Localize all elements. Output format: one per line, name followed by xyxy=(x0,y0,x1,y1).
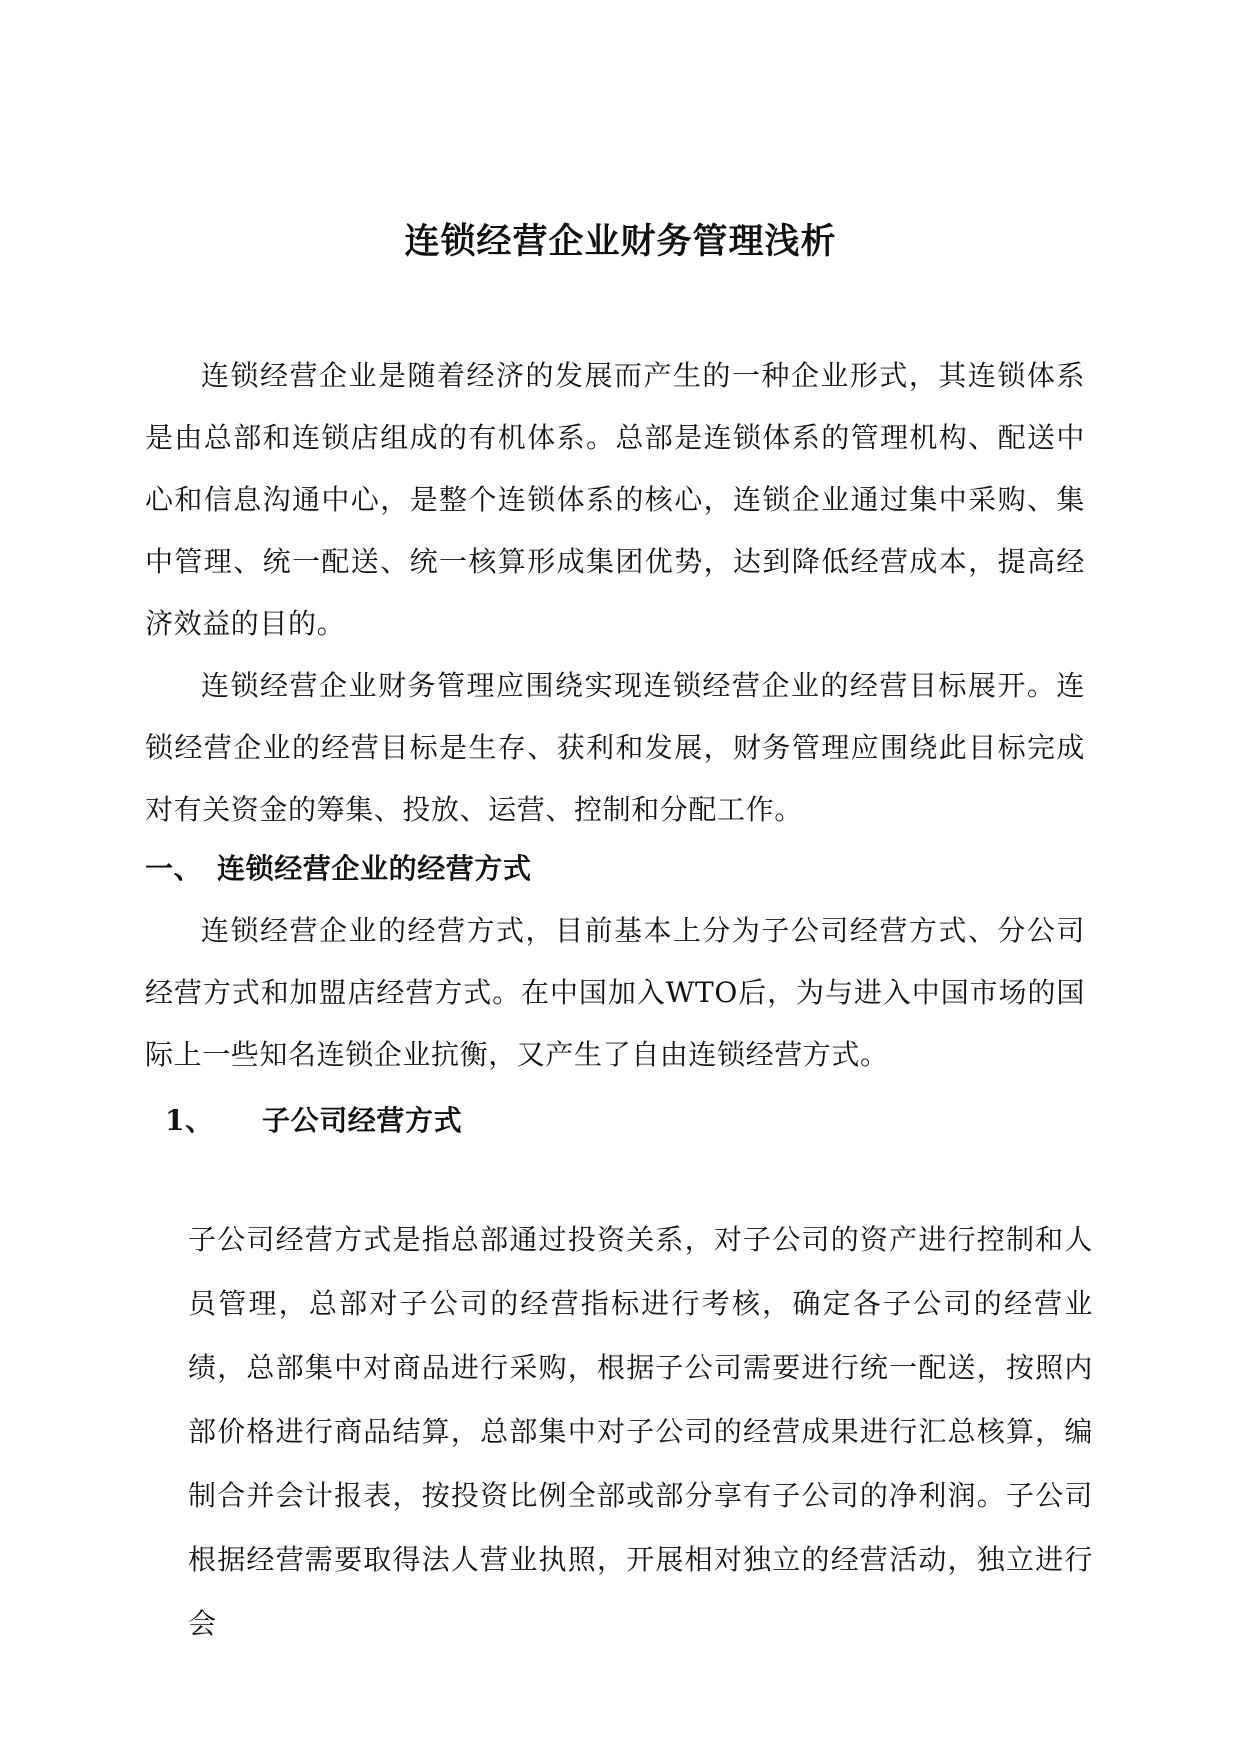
paragraph-financial-goal: 连锁经营企业财务管理应围绕实现连锁经营企业的经营目标展开。连锁经营企业的经营目标是生存、获利和发展，财务管理应围绕此目标完成对有关资金的筹集、投放、运营、控制和分配工作。 xyxy=(145,669,1085,826)
subsection-number: 1、 xyxy=(165,1104,214,1137)
section-number: 一、 xyxy=(145,852,203,885)
section-title: 连锁经营企业的经营方式 xyxy=(217,852,532,885)
paragraph-intro: 连锁经营企业是随着经济的发展而产生的一种企业形式，其连锁体系是由总部和连锁店组成的有机体系。总部是连锁体系的管理机构、配送中心和信息沟通中心，是整个连锁体系的核心，连锁企业通过集中采购、集中管理、统一配送、统一核算形成集团优势，达到降低经营成本，提高经济效益的目的。 xyxy=(145,359,1085,640)
section-heading xyxy=(145,838,532,900)
subsection-heading xyxy=(165,1090,462,1152)
paragraph-operation-modes: 连锁经营企业的经营方式，目前基本上分为子公司经营方式、分公司经营方式和加盟店经营方式。在中国加入WTO后，为与进入中国市场的国际上一些知名连锁企业抗衡，又产生了自由连锁经营方式。 xyxy=(145,914,1085,1071)
document-title: 连锁经营企业财务管理浅析 xyxy=(404,222,837,262)
subsection-title: 子公司经营方式 xyxy=(262,1104,463,1137)
paragraph-subsidiary-mode: 子公司经营方式是指总部通过投资关系，对子公司的资产进行控制和人员管理，总部对子公司的经营指标进行考核，确定各子公司的经营业绩，总部集中对商品进行采购，根据子公司需要进行统一配送，按照内部价格进行商品结算，总部集中对子公司的经营成果进行汇总核算，编制合并会计报表，按投资比例全部或部分享有子公司的净利润。子公司根据经营需要取得法人营业执照，开展相对独立的经营活动，独立进行会 xyxy=(188,1223,1093,1640)
